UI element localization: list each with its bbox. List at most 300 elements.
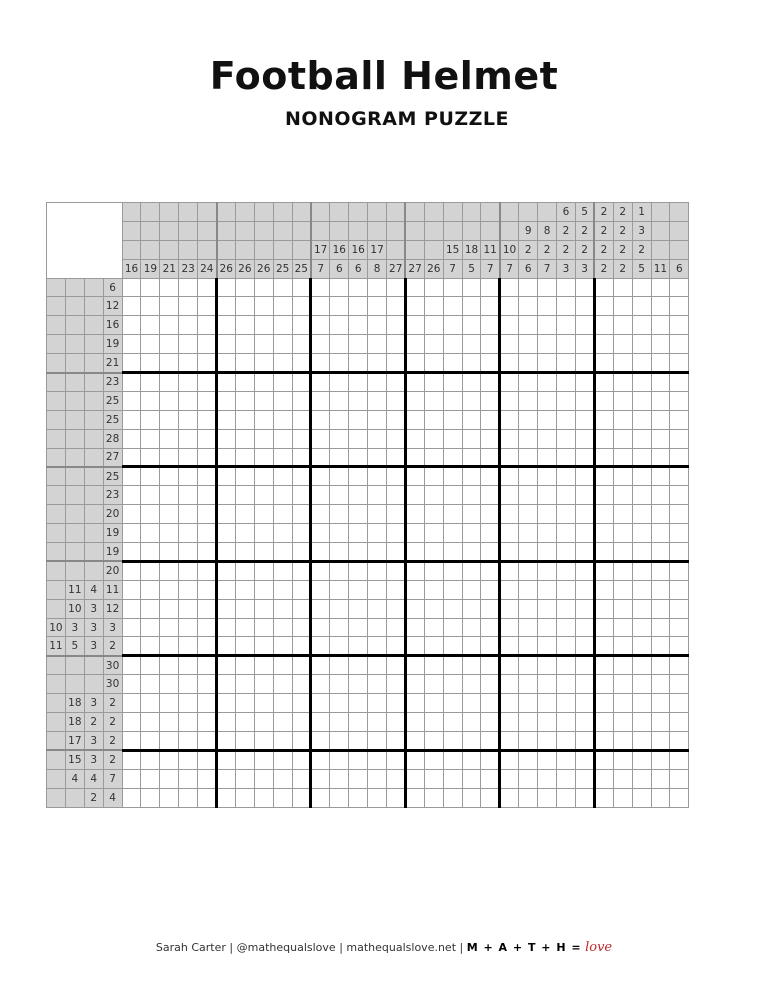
puzzle-cell[interactable] (594, 429, 613, 448)
puzzle-cell[interactable] (651, 750, 670, 769)
puzzle-cell[interactable] (330, 316, 349, 335)
puzzle-cell[interactable] (613, 354, 632, 373)
puzzle-cell[interactable] (160, 448, 179, 467)
puzzle-cell[interactable] (500, 486, 519, 505)
puzzle-cell[interactable] (311, 561, 330, 580)
puzzle-cell[interactable] (141, 335, 160, 354)
puzzle-cell[interactable] (160, 467, 179, 486)
puzzle-cell[interactable] (670, 524, 689, 543)
puzzle-cell[interactable] (311, 543, 330, 562)
puzzle-cell[interactable] (424, 561, 443, 580)
puzzle-cell[interactable] (273, 637, 292, 656)
puzzle-cell[interactable] (368, 373, 387, 392)
puzzle-cell[interactable] (198, 391, 217, 410)
puzzle-cell[interactable] (651, 354, 670, 373)
puzzle-cell[interactable] (405, 354, 424, 373)
puzzle-cell[interactable] (481, 656, 500, 675)
puzzle-cell[interactable] (594, 618, 613, 637)
puzzle-cell[interactable] (330, 713, 349, 732)
puzzle-cell[interactable] (122, 354, 141, 373)
puzzle-cell[interactable] (141, 278, 160, 297)
puzzle-cell[interactable] (557, 335, 576, 354)
puzzle-cell[interactable] (349, 429, 368, 448)
puzzle-cell[interactable] (670, 656, 689, 675)
puzzle-cell[interactable] (254, 505, 273, 524)
puzzle-cell[interactable] (594, 656, 613, 675)
puzzle-cell[interactable] (217, 316, 236, 335)
puzzle-cell[interactable] (254, 467, 273, 486)
puzzle-cell[interactable] (651, 731, 670, 750)
puzzle-cell[interactable] (330, 373, 349, 392)
puzzle-cell[interactable] (481, 448, 500, 467)
puzzle-cell[interactable] (179, 618, 198, 637)
puzzle-cell[interactable] (387, 599, 406, 618)
puzzle-cell[interactable] (613, 599, 632, 618)
puzzle-cell[interactable] (311, 429, 330, 448)
puzzle-cell[interactable] (160, 769, 179, 788)
puzzle-cell[interactable] (387, 788, 406, 807)
puzzle-cell[interactable] (651, 675, 670, 694)
puzzle-cell[interactable] (519, 788, 538, 807)
puzzle-cell[interactable] (405, 731, 424, 750)
puzzle-cell[interactable] (557, 316, 576, 335)
puzzle-cell[interactable] (254, 391, 273, 410)
puzzle-cell[interactable] (594, 561, 613, 580)
puzzle-cell[interactable] (198, 769, 217, 788)
puzzle-cell[interactable] (368, 429, 387, 448)
puzzle-cell[interactable] (575, 278, 594, 297)
puzzle-cell[interactable] (462, 278, 481, 297)
puzzle-cell[interactable] (235, 580, 254, 599)
puzzle-cell[interactable] (519, 580, 538, 599)
puzzle-cell[interactable] (292, 769, 311, 788)
puzzle-cell[interactable] (613, 486, 632, 505)
puzzle-cell[interactable] (613, 543, 632, 562)
puzzle-cell[interactable] (160, 694, 179, 713)
puzzle-cell[interactable] (273, 675, 292, 694)
puzzle-cell[interactable] (292, 637, 311, 656)
puzzle-cell[interactable] (443, 486, 462, 505)
puzzle-cell[interactable] (198, 373, 217, 392)
puzzle-cell[interactable] (424, 354, 443, 373)
puzzle-cell[interactable] (141, 316, 160, 335)
puzzle-cell[interactable] (632, 543, 651, 562)
puzzle-cell[interactable] (481, 543, 500, 562)
puzzle-cell[interactable] (235, 750, 254, 769)
puzzle-cell[interactable] (462, 354, 481, 373)
puzzle-cell[interactable] (613, 788, 632, 807)
puzzle-cell[interactable] (122, 713, 141, 732)
puzzle-cell[interactable] (217, 448, 236, 467)
puzzle-cell[interactable] (632, 448, 651, 467)
puzzle-cell[interactable] (311, 750, 330, 769)
puzzle-cell[interactable] (198, 335, 217, 354)
puzzle-cell[interactable] (179, 675, 198, 694)
puzzle-cell[interactable] (481, 769, 500, 788)
puzzle-cell[interactable] (217, 580, 236, 599)
puzzle-cell[interactable] (141, 694, 160, 713)
puzzle-cell[interactable] (670, 731, 689, 750)
puzzle-cell[interactable] (368, 335, 387, 354)
puzzle-cell[interactable] (500, 675, 519, 694)
puzzle-cell[interactable] (632, 694, 651, 713)
puzzle-cell[interactable] (254, 656, 273, 675)
puzzle-cell[interactable] (311, 335, 330, 354)
puzzle-cell[interactable] (349, 599, 368, 618)
puzzle-cell[interactable] (368, 448, 387, 467)
puzzle-cell[interactable] (179, 316, 198, 335)
puzzle-cell[interactable] (368, 467, 387, 486)
puzzle-cell[interactable] (462, 429, 481, 448)
puzzle-cell[interactable] (198, 505, 217, 524)
puzzle-cell[interactable] (670, 505, 689, 524)
puzzle-cell[interactable] (198, 448, 217, 467)
puzzle-cell[interactable] (670, 599, 689, 618)
puzzle-cell[interactable] (330, 618, 349, 637)
puzzle-cell[interactable] (330, 297, 349, 316)
puzzle-cell[interactable] (292, 524, 311, 543)
puzzle-cell[interactable] (519, 467, 538, 486)
puzzle-cell[interactable] (122, 524, 141, 543)
puzzle-cell[interactable] (538, 316, 557, 335)
puzzle-cell[interactable] (179, 410, 198, 429)
puzzle-cell[interactable] (613, 580, 632, 599)
puzzle-cell[interactable] (594, 599, 613, 618)
puzzle-cell[interactable] (349, 713, 368, 732)
puzzle-cell[interactable] (292, 694, 311, 713)
puzzle-cell[interactable] (575, 750, 594, 769)
puzzle-cell[interactable] (575, 618, 594, 637)
puzzle-cell[interactable] (292, 618, 311, 637)
puzzle-cell[interactable] (368, 524, 387, 543)
puzzle-cell[interactable] (651, 373, 670, 392)
puzzle-cell[interactable] (330, 694, 349, 713)
puzzle-cell[interactable] (330, 599, 349, 618)
puzzle-cell[interactable] (368, 675, 387, 694)
puzzle-cell[interactable] (462, 580, 481, 599)
puzzle-cell[interactable] (368, 788, 387, 807)
puzzle-cell[interactable] (254, 580, 273, 599)
puzzle-cell[interactable] (311, 391, 330, 410)
puzzle-cell[interactable] (632, 675, 651, 694)
puzzle-cell[interactable] (368, 410, 387, 429)
puzzle-cell[interactable] (405, 543, 424, 562)
puzzle-cell[interactable] (160, 429, 179, 448)
puzzle-cell[interactable] (500, 656, 519, 675)
puzzle-cell[interactable] (405, 788, 424, 807)
puzzle-cell[interactable] (179, 391, 198, 410)
puzzle-cell[interactable] (594, 769, 613, 788)
puzzle-cell[interactable] (160, 618, 179, 637)
puzzle-cell[interactable] (292, 543, 311, 562)
puzzle-cell[interactable] (632, 297, 651, 316)
puzzle-cell[interactable] (651, 694, 670, 713)
puzzle-cell[interactable] (141, 561, 160, 580)
puzzle-cell[interactable] (387, 713, 406, 732)
puzzle-cell[interactable] (273, 335, 292, 354)
puzzle-cell[interactable] (462, 391, 481, 410)
puzzle-cell[interactable] (198, 278, 217, 297)
puzzle-cell[interactable] (198, 788, 217, 807)
puzzle-cell[interactable] (481, 316, 500, 335)
puzzle-cell[interactable] (368, 694, 387, 713)
puzzle-cell[interactable] (160, 580, 179, 599)
puzzle-cell[interactable] (311, 467, 330, 486)
puzzle-cell[interactable] (557, 561, 576, 580)
puzzle-cell[interactable] (141, 769, 160, 788)
puzzle-cell[interactable] (594, 486, 613, 505)
puzzle-cell[interactable] (235, 410, 254, 429)
puzzle-cell[interactable] (122, 599, 141, 618)
puzzle-cell[interactable] (292, 505, 311, 524)
puzzle-cell[interactable] (405, 713, 424, 732)
puzzle-cell[interactable] (519, 335, 538, 354)
puzzle-cell[interactable] (198, 543, 217, 562)
puzzle-cell[interactable] (538, 769, 557, 788)
puzzle-cell[interactable] (160, 524, 179, 543)
puzzle-cell[interactable] (670, 410, 689, 429)
puzzle-cell[interactable] (519, 675, 538, 694)
puzzle-cell[interactable] (122, 637, 141, 656)
puzzle-cell[interactable] (235, 316, 254, 335)
puzzle-cell[interactable] (235, 637, 254, 656)
puzzle-cell[interactable] (405, 769, 424, 788)
puzzle-cell[interactable] (349, 769, 368, 788)
puzzle-cell[interactable] (198, 429, 217, 448)
puzzle-cell[interactable] (670, 580, 689, 599)
puzzle-cell[interactable] (575, 373, 594, 392)
puzzle-cell[interactable] (651, 410, 670, 429)
puzzle-cell[interactable] (292, 410, 311, 429)
puzzle-cell[interactable] (575, 580, 594, 599)
puzzle-cell[interactable] (481, 788, 500, 807)
puzzle-cell[interactable] (198, 599, 217, 618)
puzzle-cell[interactable] (405, 429, 424, 448)
puzzle-cell[interactable] (462, 561, 481, 580)
puzzle-cell[interactable] (424, 731, 443, 750)
puzzle-cell[interactable] (557, 656, 576, 675)
puzzle-cell[interactable] (292, 788, 311, 807)
puzzle-cell[interactable] (179, 467, 198, 486)
puzzle-cell[interactable] (217, 543, 236, 562)
puzzle-cell[interactable] (538, 278, 557, 297)
puzzle-cell[interactable] (424, 637, 443, 656)
puzzle-cell[interactable] (387, 505, 406, 524)
puzzle-cell[interactable] (575, 297, 594, 316)
puzzle-cell[interactable] (405, 505, 424, 524)
puzzle-cell[interactable] (613, 750, 632, 769)
puzzle-cell[interactable] (311, 580, 330, 599)
puzzle-cell[interactable] (311, 675, 330, 694)
puzzle-cell[interactable] (651, 713, 670, 732)
puzzle-cell[interactable] (519, 618, 538, 637)
puzzle-cell[interactable] (651, 769, 670, 788)
puzzle-cell[interactable] (217, 354, 236, 373)
puzzle-cell[interactable] (632, 788, 651, 807)
puzzle-cell[interactable] (292, 297, 311, 316)
puzzle-cell[interactable] (311, 448, 330, 467)
puzzle-cell[interactable] (368, 486, 387, 505)
puzzle-cell[interactable] (424, 750, 443, 769)
puzzle-cell[interactable] (179, 769, 198, 788)
puzzle-cell[interactable] (575, 316, 594, 335)
puzzle-cell[interactable] (575, 410, 594, 429)
puzzle-cell[interactable] (443, 561, 462, 580)
puzzle-cell[interactable] (670, 788, 689, 807)
puzzle-cell[interactable] (557, 618, 576, 637)
puzzle-cell[interactable] (575, 335, 594, 354)
puzzle-cell[interactable] (273, 410, 292, 429)
puzzle-cell[interactable] (651, 486, 670, 505)
puzzle-cell[interactable] (424, 694, 443, 713)
puzzle-cell[interactable] (235, 524, 254, 543)
puzzle-cell[interactable] (651, 429, 670, 448)
puzzle-cell[interactable] (330, 750, 349, 769)
puzzle-cell[interactable] (217, 335, 236, 354)
puzzle-cell[interactable] (575, 656, 594, 675)
puzzle-cell[interactable] (500, 373, 519, 392)
puzzle-cell[interactable] (462, 505, 481, 524)
puzzle-cell[interactable] (443, 316, 462, 335)
puzzle-cell[interactable] (462, 713, 481, 732)
puzzle-cell[interactable] (273, 580, 292, 599)
puzzle-cell[interactable] (273, 769, 292, 788)
puzzle-cell[interactable] (538, 561, 557, 580)
puzzle-cell[interactable] (122, 788, 141, 807)
puzzle-cell[interactable] (254, 769, 273, 788)
puzzle-cell[interactable] (330, 769, 349, 788)
puzzle-cell[interactable] (538, 637, 557, 656)
puzzle-cell[interactable] (613, 713, 632, 732)
puzzle-cell[interactable] (179, 543, 198, 562)
puzzle-cell[interactable] (160, 731, 179, 750)
puzzle-cell[interactable] (235, 656, 254, 675)
puzzle-cell[interactable] (254, 675, 273, 694)
puzzle-cell[interactable] (462, 750, 481, 769)
puzzle-cell[interactable] (311, 297, 330, 316)
puzzle-cell[interactable] (311, 354, 330, 373)
puzzle-cell[interactable] (405, 278, 424, 297)
puzzle-cell[interactable] (387, 561, 406, 580)
puzzle-cell[interactable] (481, 731, 500, 750)
puzzle-cell[interactable] (575, 788, 594, 807)
puzzle-cell[interactable] (141, 354, 160, 373)
puzzle-cell[interactable] (557, 448, 576, 467)
puzzle-cell[interactable] (235, 599, 254, 618)
puzzle-cell[interactable] (217, 561, 236, 580)
puzzle-cell[interactable] (292, 354, 311, 373)
puzzle-cell[interactable] (330, 448, 349, 467)
puzzle-cell[interactable] (500, 713, 519, 732)
puzzle-cell[interactable] (462, 410, 481, 429)
puzzle-cell[interactable] (273, 713, 292, 732)
puzzle-cell[interactable] (613, 448, 632, 467)
puzzle-cell[interactable] (368, 637, 387, 656)
puzzle-cell[interactable] (443, 543, 462, 562)
puzzle-cell[interactable] (519, 524, 538, 543)
puzzle-cell[interactable] (519, 505, 538, 524)
puzzle-cell[interactable] (424, 391, 443, 410)
puzzle-cell[interactable] (594, 297, 613, 316)
puzzle-cell[interactable] (349, 335, 368, 354)
puzzle-cell[interactable] (443, 429, 462, 448)
puzzle-cell[interactable] (424, 316, 443, 335)
puzzle-cell[interactable] (651, 543, 670, 562)
puzzle-cell[interactable] (235, 618, 254, 637)
puzzle-cell[interactable] (160, 278, 179, 297)
puzzle-cell[interactable] (443, 675, 462, 694)
puzzle-cell[interactable] (330, 524, 349, 543)
puzzle-cell[interactable] (273, 750, 292, 769)
puzzle-cell[interactable] (349, 731, 368, 750)
puzzle-cell[interactable] (160, 505, 179, 524)
puzzle-cell[interactable] (462, 467, 481, 486)
puzzle-cell[interactable] (198, 354, 217, 373)
puzzle-cell[interactable] (179, 750, 198, 769)
puzzle-cell[interactable] (557, 410, 576, 429)
puzzle-cell[interactable] (613, 769, 632, 788)
puzzle-cell[interactable] (613, 505, 632, 524)
puzzle-cell[interactable] (122, 731, 141, 750)
puzzle-cell[interactable] (349, 694, 368, 713)
puzzle-cell[interactable] (179, 656, 198, 675)
puzzle-cell[interactable] (424, 486, 443, 505)
puzzle-cell[interactable] (519, 731, 538, 750)
puzzle-cell[interactable] (651, 599, 670, 618)
puzzle-cell[interactable] (651, 788, 670, 807)
puzzle-cell[interactable] (311, 788, 330, 807)
puzzle-cell[interactable] (273, 524, 292, 543)
puzzle-cell[interactable] (613, 618, 632, 637)
puzzle-cell[interactable] (311, 599, 330, 618)
puzzle-cell[interactable] (613, 278, 632, 297)
puzzle-cell[interactable] (557, 429, 576, 448)
puzzle-cell[interactable] (443, 278, 462, 297)
puzzle-cell[interactable] (443, 580, 462, 599)
puzzle-cell[interactable] (670, 618, 689, 637)
puzzle-cell[interactable] (462, 788, 481, 807)
puzzle-cell[interactable] (424, 335, 443, 354)
puzzle-cell[interactable] (538, 391, 557, 410)
puzzle-cell[interactable] (235, 467, 254, 486)
puzzle-cell[interactable] (330, 429, 349, 448)
puzzle-cell[interactable] (235, 713, 254, 732)
puzzle-cell[interactable] (500, 410, 519, 429)
puzzle-cell[interactable] (575, 561, 594, 580)
puzzle-cell[interactable] (254, 694, 273, 713)
puzzle-cell[interactable] (613, 297, 632, 316)
puzzle-cell[interactable] (538, 354, 557, 373)
puzzle-cell[interactable] (670, 694, 689, 713)
puzzle-cell[interactable] (557, 637, 576, 656)
puzzle-cell[interactable] (632, 750, 651, 769)
puzzle-cell[interactable] (122, 410, 141, 429)
puzzle-cell[interactable] (198, 410, 217, 429)
puzzle-cell[interactable] (235, 788, 254, 807)
puzzle-cell[interactable] (443, 750, 462, 769)
puzzle-cell[interactable] (387, 637, 406, 656)
puzzle-cell[interactable] (670, 675, 689, 694)
puzzle-cell[interactable] (538, 297, 557, 316)
puzzle-cell[interactable] (575, 694, 594, 713)
puzzle-cell[interactable] (443, 410, 462, 429)
puzzle-cell[interactable] (443, 713, 462, 732)
puzzle-cell[interactable] (387, 448, 406, 467)
puzzle-cell[interactable] (368, 354, 387, 373)
puzzle-cell[interactable] (330, 543, 349, 562)
puzzle-cell[interactable] (217, 637, 236, 656)
puzzle-cell[interactable] (349, 391, 368, 410)
